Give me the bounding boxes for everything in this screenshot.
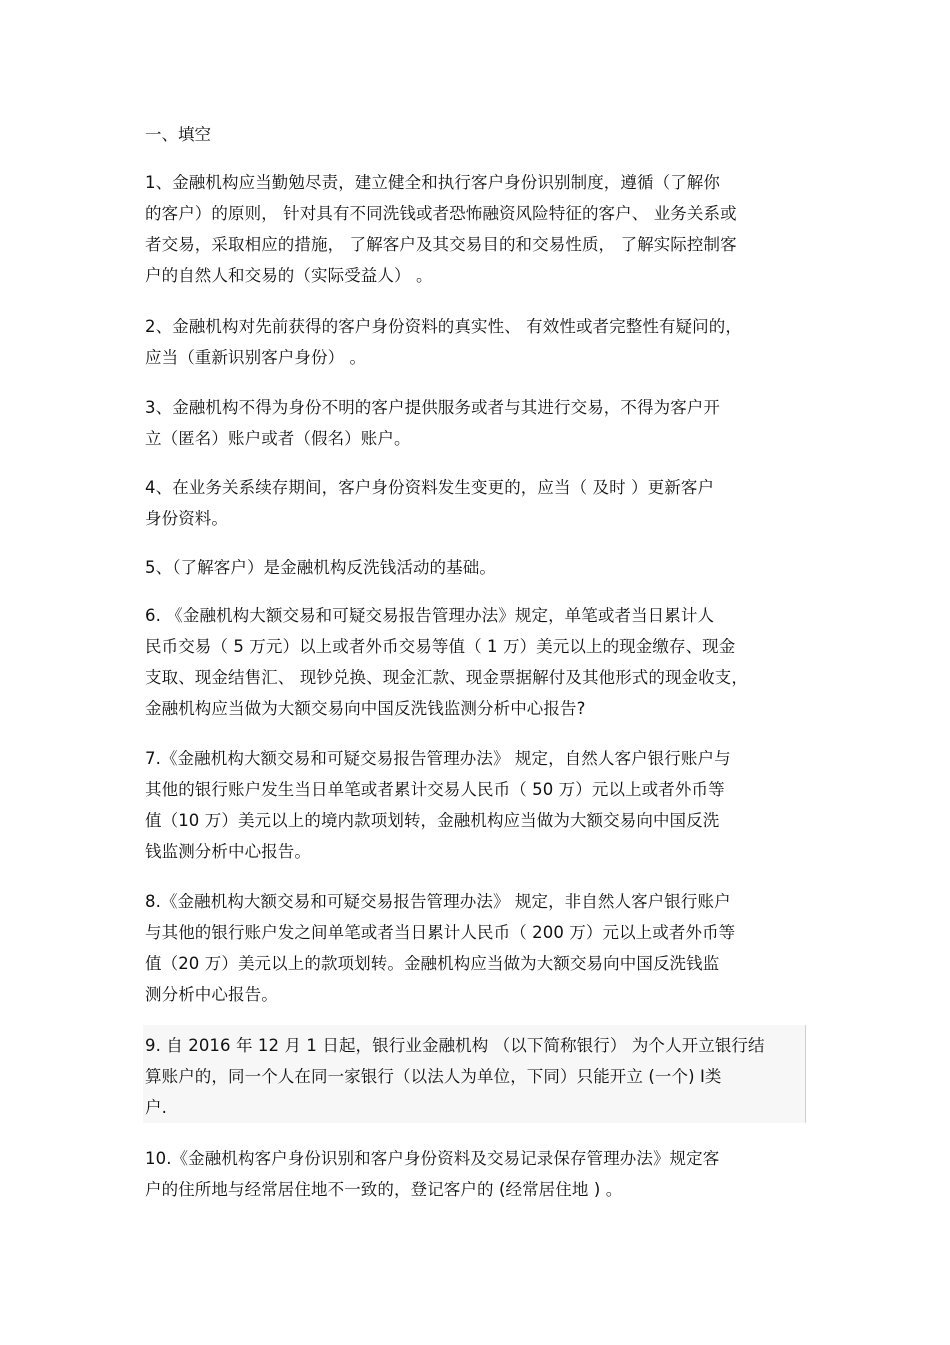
question-line: 户. xyxy=(145,1098,167,1117)
question-3 xyxy=(145,392,810,454)
question-line: 8.《金融机构大额交易和可疑交易报告管理办法》 规定，非自然人客户银行账户 xyxy=(145,892,731,911)
question-line: 立（匿名）账户或者（假名）账户。 xyxy=(145,429,411,448)
question-line: 5、（了解客户）是金融机构反洗钱活动的基础。 xyxy=(145,558,496,577)
question-1 xyxy=(145,167,810,291)
question-line: 1、金融机构应当勤勉尽责，建立健全和执行客户身份识别制度，遵循（了解你 xyxy=(145,173,720,192)
section-title: 一、填空 xyxy=(145,125,211,144)
question-line: 其他的银行账户发生当日单笔或者累计交易人民币（ 50 万）元以上或者外币等 xyxy=(145,780,725,799)
question-2 xyxy=(145,311,810,373)
question-line: 9. 自 2016 年 12 月 1 日起，银行业金融机构 （以下简称银行） 为个人开立银行结 xyxy=(145,1036,765,1055)
question-5 xyxy=(145,552,810,583)
question-7 xyxy=(145,743,810,867)
question-line: 与其他的银行账户发之间单笔或者当日累计人民币（ 200 万）元以上或者外币等 xyxy=(145,923,736,942)
question-4 xyxy=(145,472,810,534)
question-line: 2、金融机构对先前获得的客户身份资料的真实性、 有效性或者完整性有疑问的， xyxy=(145,317,742,336)
question-line: 7.《金融机构大额交易和可疑交易报告管理办法》 规定，自然人客户银行账户与 xyxy=(145,749,731,768)
question-line: 户的住所地与经常居住地不一致的，登记客户的 (经常居住地 ) 。 xyxy=(145,1180,623,1199)
question-line: 3、金融机构不得为身份不明的客户提供服务或者与其进行交易，不得为客户开 xyxy=(145,398,720,417)
question-line: 10.《金融机构客户身份识别和客户身份资料及交易记录保存管理办法》规定客 xyxy=(145,1149,720,1168)
question-6 xyxy=(145,600,810,724)
question-9 xyxy=(145,1030,810,1123)
question-line: 的客户）的原则， 针对具有不同洗钱或者恐怖融资风险特征的客户、 业务关系或 xyxy=(145,204,737,223)
question-line: 金融机构应当做为大额交易向中国反洗钱监测分析中心报告? xyxy=(145,699,586,718)
question-line: 钱监测分析中心报告。 xyxy=(145,842,311,861)
question-line: 民币交易（ 5 万元）以上或者外币交易等值（ 1 万）美元以上的现金缴存、现金 xyxy=(145,637,736,656)
question-line: 6. 《金融机构大额交易和可疑交易报告管理办法》规定，单笔或者当日累计人 xyxy=(145,606,715,625)
question-line: 身份资料。 xyxy=(145,509,228,528)
question-line: 应当（重新识别客户身份） 。 xyxy=(145,348,367,367)
question-line: 4、在业务关系续存期间，客户身份资料发生变更的，应当（ 及时 ）更新客户 xyxy=(145,478,715,497)
question-line: 测分析中心报告。 xyxy=(145,985,278,1004)
question-line: 值（10 万）美元以上的境内款项划转，金融机构应当做为大额交易向中国反洗 xyxy=(145,811,720,830)
question-line: 值（20 万）美元以上的款项划转。金融机构应当做为大额交易向中国反洗钱监 xyxy=(145,954,720,973)
question-line: 支取、现金结售汇、 现钞兑换、现金汇款、现金票据解付及其他形式的现金收支， xyxy=(145,668,748,687)
question-8 xyxy=(145,886,810,1010)
question-line: 户的自然人和交易的（实际受益人） 。 xyxy=(145,266,433,285)
question-line: 算账户的，同一个人在同一家银行（以法人为单位，下同）只能开立 (一个) Ⅰ类 xyxy=(145,1067,722,1086)
question-line: 者交易，采取相应的措施， 了解客户及其交易目的和交易性质， 了解实际控制客 xyxy=(145,235,737,254)
question-10 xyxy=(145,1143,810,1205)
